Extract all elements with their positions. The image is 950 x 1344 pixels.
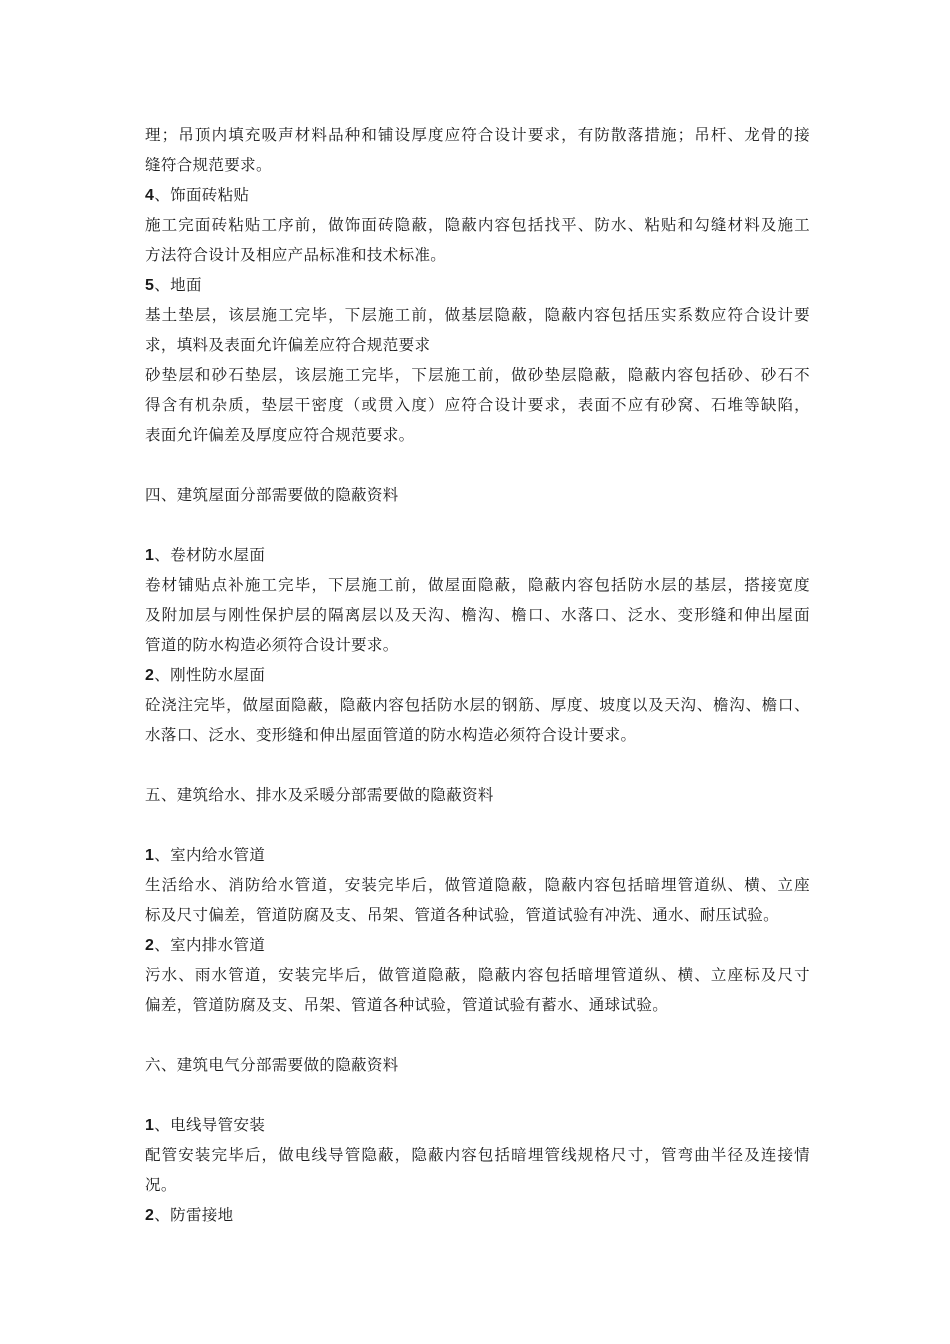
paragraph-gap xyxy=(145,510,810,540)
item-title: 、卷材防水屋面 xyxy=(154,546,266,564)
item-number: 2 xyxy=(145,937,155,954)
section-heading: 五、建筑给水、排水及采暖分部需要做的隐蔽资料 xyxy=(145,786,494,804)
paragraph-line: 理；吊顶内填充吸声材料品种和铺设厚度应符合设计要求，有防散落措施；吊杆、龙骨的接 xyxy=(145,126,810,144)
item-heading xyxy=(145,270,810,300)
paragraph-line: 偏差，管道防腐及支、吊架、管道各种试验，管道试验有蓄水、通球试验。 xyxy=(145,996,669,1014)
item-number: 2 xyxy=(145,1207,155,1224)
item-heading xyxy=(145,930,810,960)
item-number: 1 xyxy=(145,847,155,864)
paragraph-line: 施工完面砖粘贴工序前，做饰面砖隐蔽，隐蔽内容包括找平、防水、粘贴和勾缝材料及施工 xyxy=(145,216,810,234)
paragraph-line: 况。 xyxy=(145,1176,177,1194)
item-number: 2 xyxy=(145,667,155,684)
paragraph-line: 生活给水、消防给水管道，安装完毕后，做管道隐蔽，隐蔽内容包括暗埋管道纵、横、立座 xyxy=(145,876,810,894)
paragraph-line: 标及尺寸偏差，管道防腐及支、吊架、管道各种试验，管道试验有冲洗、通水、耐压试验。 xyxy=(145,906,780,924)
paragraph-gap xyxy=(145,1080,810,1110)
paragraph-line: 水落口、泛水、变形缝和伸出屋面管道的防水构造必须符合设计要求。 xyxy=(145,726,637,744)
item-number: 5 xyxy=(145,277,155,294)
paragraph-line: 得含有机杂质，垫层干密度（或贯入度）应符合设计要求，表面不应有砂窝、石堆等缺陷， xyxy=(145,396,810,414)
item-title: 、地面 xyxy=(154,276,202,294)
item-heading xyxy=(145,540,810,570)
paragraph-gap xyxy=(145,750,810,780)
section-heading: 四、建筑屋面分部需要做的隐蔽资料 xyxy=(145,486,399,504)
item-heading xyxy=(145,180,810,210)
paragraph-line: 砼浇注完毕，做屋面隐蔽，隐蔽内容包括防水层的钢筋、厚度、坡度以及天沟、檐沟、檐口、 xyxy=(145,696,810,714)
paragraph-line: 及附加层与刚性保护层的隔离层以及天沟、檐沟、檐口、水落口、泛水、变形缝和伸出屋面 xyxy=(145,606,810,624)
item-title: 、室内给水管道 xyxy=(154,846,266,864)
paragraph-line: 卷材铺贴点补施工完毕，下层施工前，做屋面隐蔽，隐蔽内容包括防水层的基层，搭接宽度 xyxy=(145,576,810,594)
document-page xyxy=(145,120,810,1230)
paragraph-line: 基土垫层，该层施工完毕，下层施工前，做基层隐蔽，隐蔽内容包括压实系数应符合设计要 xyxy=(145,306,810,324)
paragraph-gap xyxy=(145,450,810,480)
item-number: 1 xyxy=(145,547,155,564)
item-heading xyxy=(145,660,810,690)
item-title: 、防雷接地 xyxy=(154,1206,234,1224)
item-number: 4 xyxy=(145,187,155,204)
item-title: 、电线导管安装 xyxy=(154,1116,266,1134)
paragraph-line: 缝符合规范要求。 xyxy=(145,156,272,174)
paragraph-line: 污水、雨水管道，安装完毕后，做管道隐蔽，隐蔽内容包括暗埋管道纵、横、立座标及尺寸 xyxy=(145,966,810,984)
paragraph-line: 求，填料及表面允许偏差应符合规范要求 xyxy=(145,336,431,354)
paragraph-line: 配管安装完毕后，做电线导管隐蔽，隐蔽内容包括暗埋管线规格尺寸，管弯曲半径及连接情 xyxy=(145,1146,810,1164)
item-title: 、室内排水管道 xyxy=(154,936,266,954)
item-number: 1 xyxy=(145,1117,155,1134)
section-heading: 六、建筑电气分部需要做的隐蔽资料 xyxy=(145,1056,399,1074)
item-title: 、饰面砖粘贴 xyxy=(154,186,250,204)
item-title: 、刚性防水屋面 xyxy=(154,666,266,684)
paragraph-gap xyxy=(145,810,810,840)
paragraph-gap xyxy=(145,1020,810,1050)
item-heading xyxy=(145,840,810,870)
paragraph-line: 砂垫层和砂石垫层，该层施工完毕，下层施工前，做砂垫层隐蔽，隐蔽内容包括砂、砂石不 xyxy=(145,366,810,384)
paragraph-line: 管道的防水构造必须符合设计要求。 xyxy=(145,636,399,654)
paragraph-line: 表面允许偏差及厚度应符合规范要求。 xyxy=(145,426,415,444)
item-heading xyxy=(145,1110,810,1140)
paragraph-line: 方法符合设计及相应产品标准和技术标准。 xyxy=(145,246,447,264)
item-heading xyxy=(145,1200,810,1230)
